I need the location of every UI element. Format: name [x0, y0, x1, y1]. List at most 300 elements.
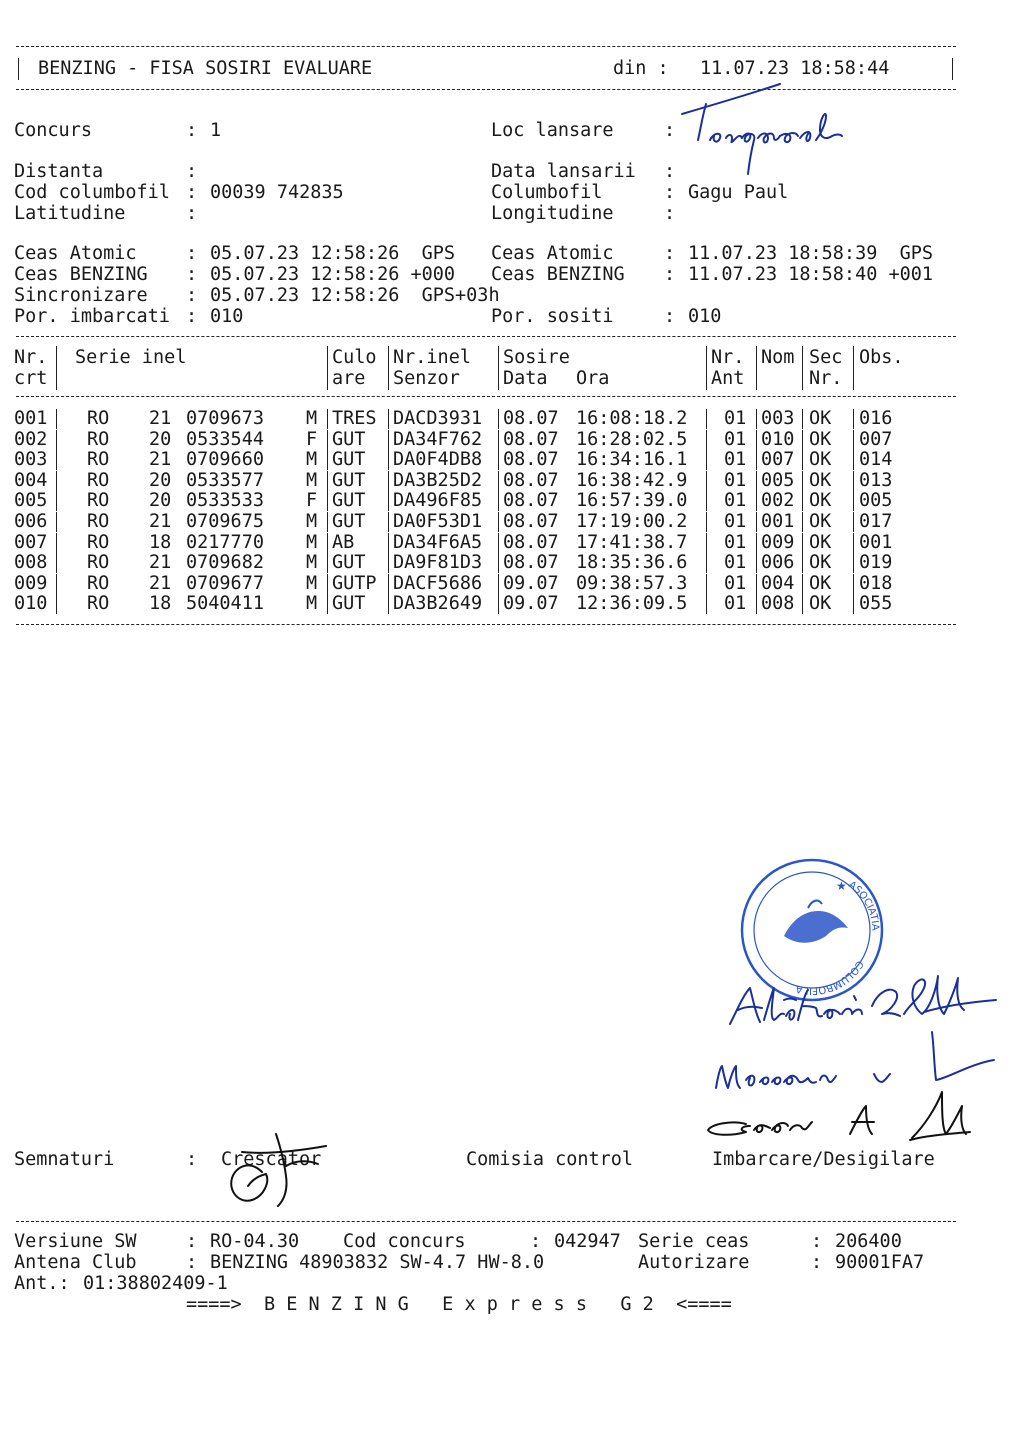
row-col-sep: [802, 471, 803, 491]
row-ring: 0709673: [186, 408, 264, 429]
row-col-sep: [756, 553, 757, 573]
ceas-benzing-left-colon: :: [186, 264, 198, 285]
row-time: 16:38:42.9: [576, 469, 688, 491]
signature-crescator: [222, 1126, 332, 1216]
row-col-sep: [327, 430, 328, 450]
row-sex: M: [306, 511, 318, 532]
row-col-sep: [802, 553, 803, 573]
row-col-sep: [756, 471, 757, 491]
stamp-text-right: ASOCIATIA: [846, 879, 881, 931]
row-col-sep: [327, 512, 328, 532]
row-col-sep: [327, 491, 328, 511]
row-col-sep: [388, 553, 389, 573]
row-sex: M: [306, 572, 318, 594]
row-date: 08.07: [503, 408, 559, 429]
por-sositi-value: 010: [688, 306, 722, 327]
benzing-banner: ====> B E N Z I N G E x p r e s s G 2 <====: [186, 1294, 732, 1315]
footer-top-rule: [16, 1221, 956, 1222]
row-time: 12:36:09.5: [576, 593, 688, 615]
report-title: BENZING - FISA SOSIRI EVALUARE: [38, 58, 373, 79]
row-sex: M: [306, 449, 318, 471]
row-color: GUT: [332, 490, 366, 512]
ant-label: Ant.:: [14, 1273, 70, 1294]
row-col-sep: [498, 471, 499, 491]
serie-ceas-label: Serie ceas: [638, 1231, 750, 1252]
row-ant: 01: [724, 531, 747, 553]
col-sep-5: [706, 346, 707, 390]
row-nr: 007: [14, 531, 48, 553]
th-nr-ant-1: Nr.: [711, 347, 745, 368]
autorizare-value: 90001FA7: [835, 1252, 925, 1273]
row-sensor: DA3B25D2: [393, 469, 483, 491]
table-row: [0, 470, 1024, 491]
row-date: 08.07: [503, 469, 559, 491]
por-sositi-colon: :: [664, 306, 676, 327]
row-col-sep: [802, 450, 803, 470]
row-sec: OK: [809, 593, 832, 615]
row-col-sep: [327, 574, 328, 594]
loc-lansare-colon: :: [664, 120, 676, 141]
row-time: 18:35:36.6: [576, 552, 688, 574]
row-sex: M: [306, 593, 318, 615]
table-row: [0, 552, 1024, 573]
table-row: [0, 532, 1024, 553]
col-sep-4: [498, 346, 499, 390]
row-col-sep: [327, 471, 328, 491]
serie-ceas-colon: :: [811, 1231, 823, 1252]
th-nr: Nr.: [14, 347, 48, 368]
header-right-bar: [952, 58, 953, 80]
row-col-sep: [498, 594, 499, 614]
semnaturi-colon: :: [186, 1149, 198, 1170]
ceas-atomic-right-colon: :: [664, 243, 676, 264]
row-sec: OK: [809, 408, 832, 429]
distanta-colon: :: [186, 161, 198, 182]
col-sep-6: [756, 346, 757, 390]
sincronizare-label: Sincronizare: [14, 285, 148, 306]
row-sensor: DACD3931: [393, 408, 483, 429]
row-country: RO: [87, 449, 110, 471]
row-col-sep: [388, 430, 389, 450]
table-row: [0, 573, 1024, 594]
row-country: RO: [87, 490, 110, 512]
row-nom: 010: [761, 428, 795, 450]
columbofil-colon: :: [664, 182, 676, 203]
th-nr-inel: Nr.inel: [393, 347, 471, 368]
row-col-sep: [853, 512, 854, 532]
row-obs: 014: [859, 449, 893, 471]
row-date: 08.07: [503, 449, 559, 471]
th-sec-nr: Nr.: [809, 368, 843, 389]
row-sec: OK: [809, 552, 832, 574]
row-ant: 01: [724, 593, 747, 615]
row-country: RO: [87, 408, 110, 429]
row-col-sep: [388, 471, 389, 491]
row-col-sep: [56, 471, 57, 491]
row-country: RO: [87, 572, 110, 594]
th-serie-inel: Serie inel: [75, 347, 187, 368]
row-col-sep: [706, 574, 707, 594]
row-nom: 008: [761, 593, 795, 615]
columbofil-label: Columbofil: [491, 182, 603, 203]
row-col-sep: [56, 450, 57, 470]
row-date: 08.07: [503, 490, 559, 512]
imbarcare-desigilare-label: Imbarcare/Desigilare: [712, 1149, 935, 1170]
col-sep-2: [327, 346, 328, 390]
row-sensor: DACF5686: [393, 572, 483, 594]
row-year: 18: [149, 531, 172, 553]
row-col-sep: [853, 430, 854, 450]
header-left-bar: [18, 58, 19, 80]
row-col-sep: [327, 450, 328, 470]
row-nr: 001: [14, 408, 48, 429]
row-col-sep: [56, 409, 57, 429]
col-sep-7: [802, 346, 803, 390]
ceas-atomic-left-label: Ceas Atomic: [14, 243, 137, 264]
row-col-sep: [853, 594, 854, 614]
table-row: [0, 449, 1024, 470]
row-ant: 01: [724, 552, 747, 574]
table-row: [0, 511, 1024, 532]
row-col-sep: [802, 574, 803, 594]
row-year: 20: [149, 428, 172, 450]
table-bottom-rule: [16, 624, 956, 625]
cod-columbofil-label: Cod columbofil: [14, 182, 170, 203]
row-ring: 0217770: [186, 531, 264, 553]
row-col-sep: [388, 512, 389, 532]
cod-concurs-label: Cod concurs: [343, 1231, 466, 1252]
concurs-value: 1: [210, 120, 222, 141]
row-col-sep: [388, 533, 389, 553]
row-nom: 004: [761, 572, 795, 594]
row-sensor: DA0F53D1: [393, 511, 483, 532]
header-top-rule: [16, 46, 956, 47]
row-obs: 007: [859, 428, 893, 450]
row-sex: M: [306, 469, 318, 491]
longitudine-label: Longitudine: [491, 203, 614, 224]
ceas-benzing-right-value: 11.07.23 18:58:40 +001: [688, 264, 934, 285]
row-sec: OK: [809, 511, 832, 532]
row-sex: M: [306, 552, 318, 574]
por-imbarcati-label: Por. imbarcati: [14, 306, 170, 327]
row-nr: 006: [14, 511, 48, 532]
data-lansarii-colon: :: [664, 161, 676, 182]
th-nom: Nom: [761, 347, 795, 368]
row-ant: 01: [724, 408, 747, 429]
row-col-sep: [853, 491, 854, 511]
row-col-sep: [498, 450, 499, 470]
row-country: RO: [87, 531, 110, 553]
row-col-sep: [327, 594, 328, 614]
cod-concurs-value: 042947: [554, 1231, 621, 1252]
latitudine-colon: :: [186, 203, 198, 224]
signature-commission-3: [702, 1086, 982, 1152]
row-time: 16:28:02.5: [576, 428, 688, 450]
row-nr: 005: [14, 490, 48, 512]
row-country: RO: [87, 469, 110, 491]
row-year: 21: [149, 572, 172, 594]
table-top-rule: [16, 336, 956, 337]
autorizare-label: Autorizare: [638, 1252, 750, 1273]
row-col-sep: [388, 491, 389, 511]
row-col-sep: [802, 533, 803, 553]
th-culo: Culo: [332, 347, 377, 368]
row-col-sep: [756, 574, 757, 594]
table-row: [0, 593, 1024, 614]
row-year: 21: [149, 408, 172, 429]
ant-value: 01:38802409-1: [83, 1273, 228, 1294]
row-nr: 009: [14, 572, 48, 594]
row-obs: 005: [859, 490, 893, 512]
row-ring: 0709682: [186, 552, 264, 574]
row-col-sep: [853, 553, 854, 573]
loc-lansare-label: Loc lansare: [491, 120, 614, 141]
versiune-sw-colon: :: [186, 1231, 198, 1252]
din-value: 11.07.23 18:58:44: [700, 58, 890, 79]
comisia-control-label: Comisia control: [466, 1149, 634, 1170]
ceas-benzing-left-label: Ceas BENZING: [14, 264, 148, 285]
th-data: Data: [503, 368, 548, 389]
row-nom: 006: [761, 552, 795, 574]
ceas-atomic-right-value: 11.07.23 18:58:39 GPS: [688, 243, 934, 264]
row-ant: 01: [724, 449, 747, 471]
row-nr: 008: [14, 552, 48, 574]
row-col-sep: [498, 533, 499, 553]
row-col-sep: [56, 491, 57, 511]
ceas-benzing-left-value: 05.07.23 12:58:26 +000: [210, 264, 456, 285]
row-obs: 055: [859, 593, 893, 615]
antena-club-label: Antena Club: [14, 1252, 137, 1273]
ceas-benzing-right-label: Ceas BENZING: [491, 264, 625, 285]
row-col-sep: [498, 409, 499, 429]
row-col-sep: [498, 491, 499, 511]
row-sec: OK: [809, 449, 832, 471]
ceas-atomic-left-colon: :: [186, 243, 198, 264]
row-col-sep: [802, 491, 803, 511]
por-imbarcati-value: 010: [210, 306, 244, 327]
table-row: [0, 429, 1024, 450]
ceas-atomic-right-label: Ceas Atomic: [491, 243, 614, 264]
row-color: TRES: [332, 408, 377, 429]
table-header-rule: [16, 396, 956, 397]
row-color: GUTP: [332, 572, 377, 594]
row-nr: 002: [14, 428, 48, 450]
row-ring: 0533533: [186, 490, 264, 512]
row-sec: OK: [809, 490, 832, 512]
columbofil-value: Gagu Paul: [688, 182, 789, 203]
row-col-sep: [498, 574, 499, 594]
row-col-sep: [706, 491, 707, 511]
row-time: 17:41:38.7: [576, 531, 688, 553]
row-ring: 0533577: [186, 469, 264, 491]
versiune-sw-value: RO-04.30: [210, 1231, 300, 1252]
concurs-label: Concurs: [14, 120, 92, 141]
row-sensor: DA0F4DB8: [393, 449, 483, 471]
row-col-sep: [756, 594, 757, 614]
row-col-sep: [706, 553, 707, 573]
row-color: GUT: [332, 511, 366, 532]
antena-club-colon: :: [186, 1252, 198, 1273]
row-nom: 002: [761, 490, 795, 512]
row-col-sep: [388, 450, 389, 470]
row-col-sep: [756, 430, 757, 450]
table-row: [0, 408, 1024, 429]
row-ring: 0533544: [186, 428, 264, 450]
row-date: 09.07: [503, 593, 559, 615]
stamp-text-bottom: COLUMBOFILA: [794, 958, 865, 996]
row-time: 16:57:39.0: [576, 490, 688, 512]
row-ring: 0709660: [186, 449, 264, 471]
row-obs: 019: [859, 552, 893, 574]
row-col-sep: [327, 533, 328, 553]
row-nr: 004: [14, 469, 48, 491]
ceas-atomic-left-value: 05.07.23 12:58:26 GPS: [210, 243, 456, 264]
row-obs: 017: [859, 511, 893, 532]
row-year: 21: [149, 449, 172, 471]
row-sensor: DA3B2649: [393, 593, 483, 615]
row-col-sep: [498, 512, 499, 532]
row-year: 20: [149, 469, 172, 491]
row-color: GUT: [332, 469, 366, 491]
row-col-sep: [498, 553, 499, 573]
th-obs: Obs.: [859, 347, 904, 368]
row-ring: 5040411: [186, 593, 264, 615]
row-sec: OK: [809, 469, 832, 491]
row-obs: 001: [859, 531, 893, 553]
row-nr: 010: [14, 593, 48, 615]
distanta-label: Distanta: [14, 161, 104, 182]
row-col-sep: [756, 533, 757, 553]
row-sensor: DA34F762: [393, 428, 483, 450]
row-col-sep: [56, 512, 57, 532]
row-year: 21: [149, 511, 172, 532]
row-sex: F: [306, 428, 318, 450]
semnaturi-label: Semnaturi: [14, 1149, 115, 1170]
row-col-sep: [388, 409, 389, 429]
row-col-sep: [756, 450, 757, 470]
din-label: din :: [613, 58, 669, 79]
th-sec: Sec: [809, 347, 843, 368]
row-color: GUT: [332, 593, 366, 615]
row-col-sep: [802, 594, 803, 614]
row-col-sep: [56, 574, 57, 594]
por-imbarcati-colon: :: [186, 306, 198, 327]
row-ant: 01: [724, 572, 747, 594]
row-sensor: DA9F81D3: [393, 552, 483, 574]
row-nom: 007: [761, 449, 795, 471]
row-nr: 003: [14, 449, 48, 471]
row-ring: 0709675: [186, 511, 264, 532]
row-country: RO: [87, 511, 110, 532]
crescator-label: Crescator: [221, 1149, 322, 1170]
row-col-sep: [56, 594, 57, 614]
row-col-sep: [56, 533, 57, 553]
row-nom: 005: [761, 469, 795, 491]
row-ant: 01: [724, 469, 747, 491]
data-lansarii-label: Data lansarii: [491, 161, 636, 182]
row-date: 08.07: [503, 531, 559, 553]
row-col-sep: [498, 430, 499, 450]
row-col-sep: [756, 409, 757, 429]
row-color: AB: [332, 531, 355, 553]
serie-ceas-value: 206400: [835, 1231, 902, 1252]
antena-club-value: BENZING 48903832 SW-4.7 HW-8.0: [210, 1252, 545, 1273]
row-year: 21: [149, 552, 172, 574]
longitudine-colon: :: [664, 203, 676, 224]
row-country: RO: [87, 552, 110, 574]
cod-columbofil-value: 00039 742835: [210, 182, 344, 203]
row-col-sep: [706, 430, 707, 450]
row-sec: OK: [809, 572, 832, 594]
row-obs: 013: [859, 469, 893, 491]
table-row: [0, 490, 1024, 511]
row-col-sep: [706, 450, 707, 470]
row-country: RO: [87, 428, 110, 450]
row-time: 16:08:18.2: [576, 408, 688, 429]
row-col-sep: [802, 512, 803, 532]
row-col-sep: [802, 409, 803, 429]
loc-lansare-handwriting: [676, 78, 856, 188]
row-time: 09:38:57.3: [576, 572, 688, 594]
row-year: 18: [149, 593, 172, 615]
row-sex: F: [306, 490, 318, 512]
row-col-sep: [706, 409, 707, 429]
por-sositi-label: Por. sositi: [491, 306, 614, 327]
row-col-sep: [853, 471, 854, 491]
row-col-sep: [56, 430, 57, 450]
row-ant: 01: [724, 490, 747, 512]
row-color: GUT: [332, 449, 366, 471]
svg-text:★: ★: [836, 879, 847, 893]
row-sensor: DA34F6A5: [393, 531, 483, 553]
th-sosire: Sosire: [503, 347, 570, 368]
row-col-sep: [327, 553, 328, 573]
row-time: 17:19:00.2: [576, 511, 688, 532]
row-color: GUT: [332, 552, 366, 574]
row-col-sep: [756, 491, 757, 511]
row-nom: 009: [761, 531, 795, 553]
sincronizare-colon: :: [186, 285, 198, 306]
row-sec: OK: [809, 531, 832, 553]
row-nom: 001: [761, 511, 795, 532]
row-time: 16:34:16.1: [576, 449, 688, 471]
latitudine-label: Latitudine: [14, 203, 126, 224]
sincronizare-value: 05.07.23 12:58:26 GPS+03h: [210, 285, 500, 306]
row-date: 08.07: [503, 511, 559, 532]
autorizare-colon: :: [811, 1252, 823, 1273]
cod-concurs-colon: :: [530, 1231, 542, 1252]
row-col-sep: [853, 409, 854, 429]
col-sep-8: [853, 346, 854, 390]
th-crt: crt: [14, 368, 48, 389]
row-col-sep: [706, 594, 707, 614]
row-date: 08.07: [503, 428, 559, 450]
row-col-sep: [388, 594, 389, 614]
row-col-sep: [706, 471, 707, 491]
row-col-sep: [756, 512, 757, 532]
th-nr-ant-2: Ant: [711, 368, 745, 389]
row-nom: 003: [761, 408, 795, 429]
row-col-sep: [388, 574, 389, 594]
row-sex: M: [306, 531, 318, 553]
row-col-sep: [853, 533, 854, 553]
th-senzor: Senzor: [393, 368, 460, 389]
row-ant: 01: [724, 511, 747, 532]
row-date: 09.07: [503, 572, 559, 594]
row-sex: M: [306, 408, 318, 429]
ceas-benzing-right-colon: :: [664, 264, 676, 285]
row-country: RO: [87, 593, 110, 615]
